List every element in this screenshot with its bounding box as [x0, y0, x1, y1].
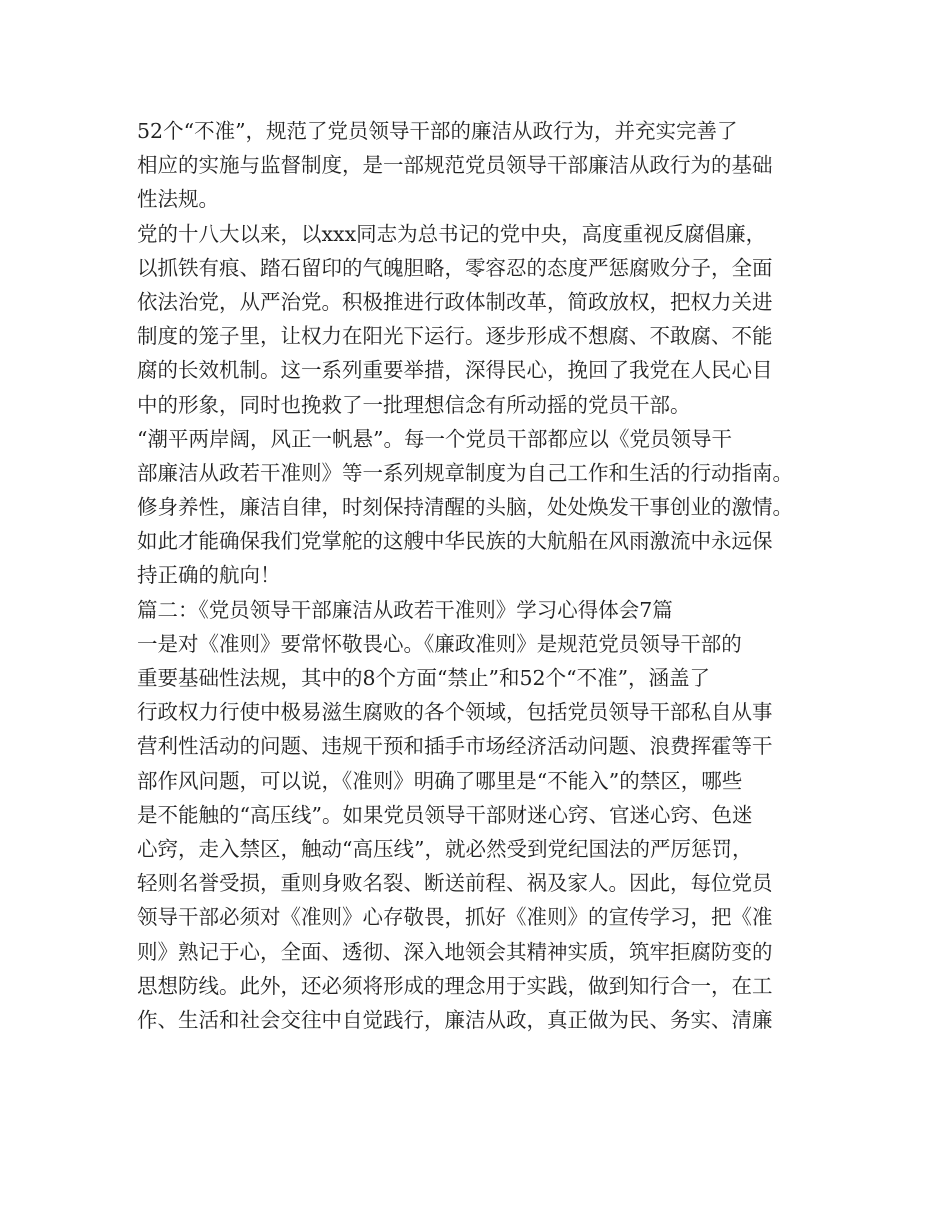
- text-line: 心窍，走入禁区，触动“高压线”，就必然受到党纪国法的严厉惩罚，: [137, 836, 753, 861]
- text-line: 作、生活和社会交往中自觉践行，廉洁从政，真正做为民、务实、清廉: [137, 1007, 773, 1032]
- text-line: 相应的实施与监督制度，是一部规范党员领导干部廉洁从政行为的基础: [137, 153, 773, 178]
- text-line: 则》熟记于心，全面、透彻、深入地领会其精神实质，筑牢拒腐防变的: [137, 939, 773, 964]
- text-line: 依法治党，从严治党。积极推进行政体制改革，简政放权，把权力关进: [137, 289, 773, 314]
- text-line: 制度的笼子里，让权力在阳光下运行。逐步形成不想腐、不敢腐、不能: [137, 324, 773, 349]
- text-line: 性法规。: [137, 187, 219, 212]
- text-line: “潮平两岸阔，风正一帆悬”。每一个党员干部都应以《党员领导干: [137, 426, 732, 451]
- text-line: 重要基础性法规，其中的8个方面“禁止”和52个“不准”，涵盖了: [137, 666, 711, 690]
- text-line: 思想防线。此外，还必须将形成的理念用于实践，做到知行合一，在工: [137, 973, 773, 998]
- text-line: 52个“不准”，规范了党员领导干部的廉洁从政行为，并充实完善了: [137, 119, 738, 143]
- text-line: 部作风问题，可以说，《准则》明确了哪里是“不能入”的禁区，哪些: [137, 768, 743, 793]
- text-line: 营利性活动的问题、违规干预和插手市场经济活动问题、浪费挥霍等干: [137, 734, 773, 759]
- section-heading: 篇二：《党员领导干部廉洁从政若干准则》学习心得体会7篇: [137, 597, 673, 622]
- text-line: 持正确的航向！: [137, 563, 281, 588]
- text-line: 一是对《准则》要常怀敬畏心。《廉政准则》是规范党员领导干部的: [137, 631, 742, 656]
- text-line: 行政权力行使中极易滋生腐败的各个领域，包括党员领导干部私自从事: [137, 700, 773, 725]
- text-line: 党的十八大以来，以xxx同志为总书记的党中央，高度重视反腐倡廉，: [137, 221, 767, 246]
- document-body: [137, 114, 837, 1037]
- text-line: 领导干部必须对《准则》心存敬畏，抓好《准则》的宣传学习，把《准: [137, 905, 773, 930]
- text-line: 以抓铁有痕、踏石留印的气魄胆略，零容忍的态度严惩腐败分子，全面: [137, 255, 773, 280]
- text-line: 如此才能确保我们党掌舵的这艘中华民族的大航船在风雨激流中永远保: [137, 529, 773, 554]
- text-line: 部廉洁从政若干准则》等一系列规章制度为自己工作和生活的行动指南。: [137, 460, 793, 485]
- text-line: 轻则名誉受损，重则身败名裂、断送前程、祸及家人。因此，每位党员: [137, 871, 773, 896]
- text-line: 中的形象，同时也挽救了一批理想信念有所动摇的党员干部。: [137, 392, 691, 417]
- text-line: 腐的长效机制。这一系列重要举措，深得民心，挽回了我党在人民心目: [137, 358, 773, 383]
- text-line: 修身养性，廉洁自律，时刻保持清醒的头脑，处处焕发干事创业的激情。: [137, 495, 793, 520]
- text-line: 是不能触的“高压线”。如果党员领导干部财迷心窍、官迷心窍、色迷: [137, 802, 753, 827]
